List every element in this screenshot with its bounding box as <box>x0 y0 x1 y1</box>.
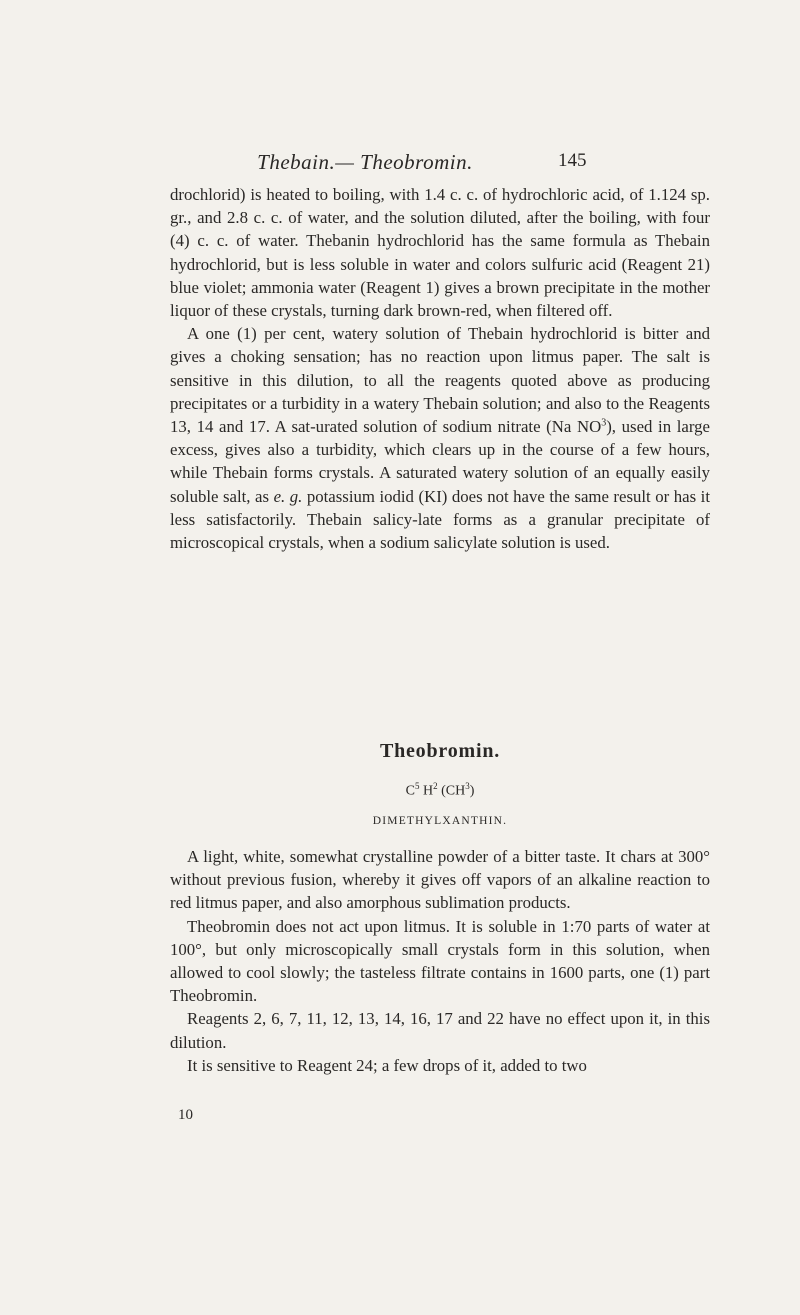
theobromin-paragraph-4: It is sensitive to Reagent 24; a few drops of it, added to two <box>187 1055 587 1075</box>
running-head <box>0 150 800 180</box>
formula-ch-subscript: 3 <box>465 781 470 791</box>
thebain-paragraph-2-text-b: ), used in large excess, gives also a turbidity, which clears up in the course of a few hours, while Thebain forms crystals. A saturated watery solution of an equally easily soluble salt, as <box>170 417 710 506</box>
section-heading: Theobromin. <box>379 740 501 762</box>
thebain-paragraph-2-text-a: A one (1) per cent, watery solution of Thebain hydrochlorid is bitter and gives a choking sensation; has no reaction upon litmus paper. The salt is sensitive in this dilution, to all the reagents quoted above as producing precipitates or a turbidity in a watery Thebain solution; and also to the Reagents 13, 14 and 17. A sat-urated solution of sodium nitrate (Na NO <box>170 324 710 437</box>
page-number: 145 <box>558 150 587 171</box>
theobromin-paragraph-3: Reagents 2, 6, 7, 11, 12, 13, 14, 16, 17 and 22 have no effect upon it, in this dilution. <box>170 1009 710 1052</box>
formula-h-subscript: 2 <box>433 781 438 791</box>
chemical-formula <box>170 781 710 800</box>
theobromin-paragraph-2: Theobromin does not act upon litmus. It is soluble in 1:70 parts of water at 100°, but only microscopically small crystals form in this solution, when allowed to cool slowly; the tasteless filtrate contains in 1600 parts, one (1) part Theobromin. <box>170 916 710 1006</box>
formula-ch-close: ) <box>469 783 475 799</box>
thebain-paragraph-1-text: drochlorid) is heated to boiling, with 1.4 c. c. of hydrochloric acid, of 1.124 sp. gr., and 2.8 c. c. of water, and the solution diluted, after the boiling, with four (4) c. c. of water. Thebanin hydrochlorid has the same formula as Thebain hydrochlorid, but is less soluble in water and colors sulfuric acid (Reagent 21) blue violet; ammonia water (Reagent 1) gives a brown precipitate in the mother liquor of these crystals, turning dark brown-red, when filtered off. <box>170 185 710 321</box>
theobromin-text-block <box>170 845 710 1077</box>
synonym-label: DIMETHYLXANTHIN. <box>372 815 508 827</box>
signature-mark: 10 <box>178 1107 193 1123</box>
thebain-paragraph-2-italic: e. g. <box>273 486 303 506</box>
thebain-text-block <box>170 183 710 554</box>
thebain-paragraph-2-text-c: potassium iodid (KI) does not have the same result or has it less satisfactorily. Thebain salicy-late forms as a granular precipitate of microscopical crystals, when a sodium salicylate solution is used. <box>170 486 710 553</box>
thebain-paragraph-1 <box>170 183 710 322</box>
formula-c-subscript: 5 <box>414 781 420 791</box>
theobromin-paragraph-1: A light, white, somewhat crystalline powder of a bitter taste. It chars at 300° without previous fusion, whereby it gives off vapors of an alkaline reaction to red litmus paper, and also amorphous sublimation products. <box>170 847 710 913</box>
thebain-paragraph-2 <box>170 322 710 554</box>
nitrate-superscript: 3 <box>601 417 607 429</box>
formula-c: C <box>405 783 415 799</box>
formula-ch-open: (CH <box>437 783 466 799</box>
formula-h: H <box>419 783 434 799</box>
running-title: Thebain.— Theobromin. <box>257 150 473 174</box>
